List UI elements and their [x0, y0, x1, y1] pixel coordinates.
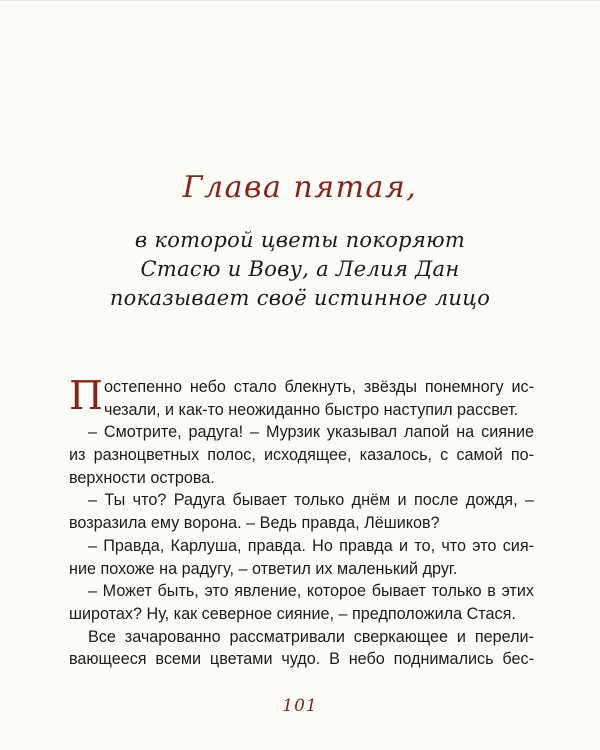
body-text [69, 376, 534, 671]
text-line: Все зачарованно рассматривали сверкающее и перели- [88, 627, 534, 646]
text-line: верхности острова. [69, 468, 215, 487]
page-edge [0, 0, 600, 1]
subtitle-line: в которой цветы покоряют [134, 228, 466, 252]
page-number: 101 [282, 696, 318, 716]
text-line: ние похоже на радугу, – ответил их маленький друг. [69, 559, 458, 578]
drop-cap: П [69, 376, 104, 419]
text-line: из разноцветных полос, исходящее, казалось, с самой по- [69, 446, 534, 465]
chapter-title: Глава пятая, [182, 170, 418, 205]
subtitle-line: Стасю и Вову, а Лелия Дан [140, 257, 460, 281]
chapter-subtitle [0, 226, 600, 313]
opening-paragraph [69, 376, 534, 421]
text-line: – Правда, Карлуша, правда. Но правда и то, что это сия- [88, 536, 534, 555]
text-line: – Смотрите, радуга! – Мурзик указывал лапой на сияние [88, 423, 534, 442]
text-line: – Может быть, это явление, которое бывает только в этих [88, 582, 534, 601]
text-line: возразила ему ворона. – Ведь правда, Лёшиков? [69, 514, 440, 533]
subtitle-line: показывает своё истинное лицо [109, 286, 491, 310]
text-line: остепенно небо стало блекнуть, звёзды понемногу ис- [104, 378, 534, 396]
text-line: чезали, и как-то неожиданно быстро наступил рассвет. [104, 400, 519, 419]
text-line: вающееся всеми цветами чудо. В небо поднимались бес- [69, 650, 534, 669]
text-line: – Ты что? Радуга бывает только днём и после дождя, – [88, 491, 534, 510]
text-line: широтах? Ну, как северное сияние, – предположила Стася. [69, 604, 516, 623]
